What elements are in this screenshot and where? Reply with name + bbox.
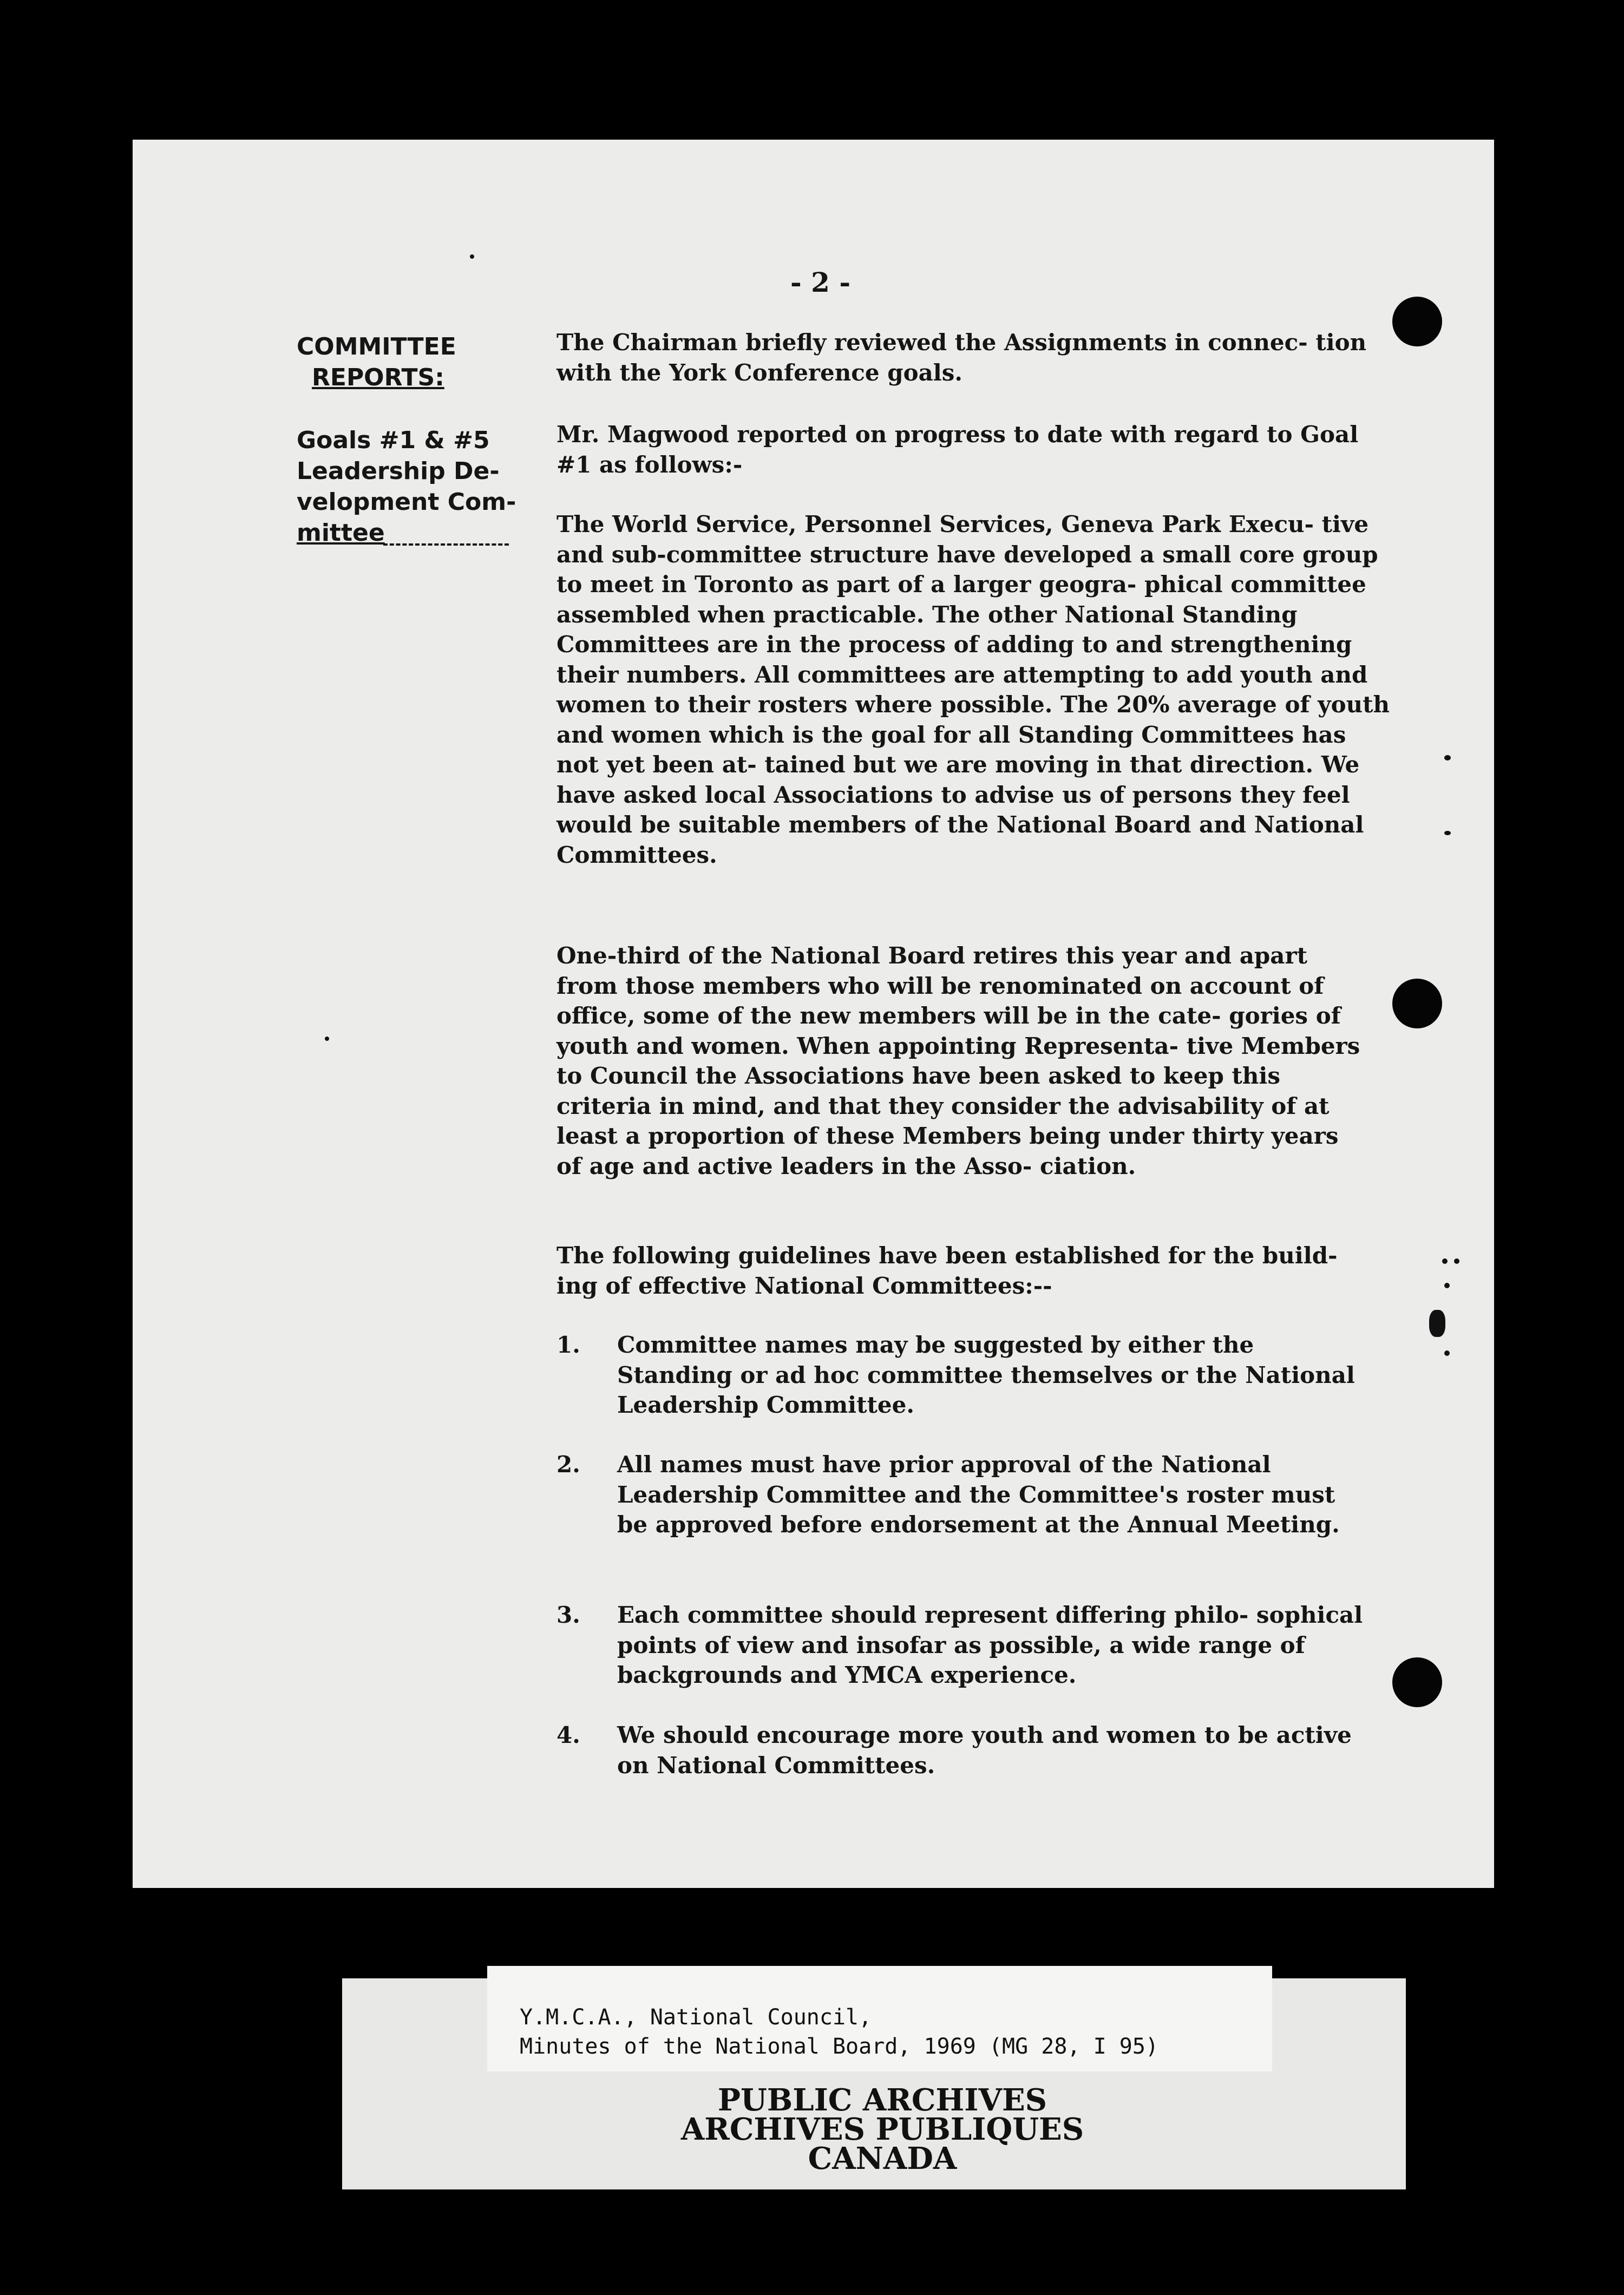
- binder-hole-middle: [1392, 979, 1442, 1028]
- archive-stamp-line: PUBLIC ARCHIVES: [717, 2082, 1047, 2118]
- speck: [470, 254, 474, 259]
- goals-side-line: velopment Com-: [297, 488, 516, 516]
- speck: [1454, 1258, 1459, 1264]
- binder-hole-top: [1392, 297, 1442, 346]
- reports-subheading: REPORTS:: [312, 364, 444, 391]
- guideline-text: Committee names may be suggested by either the Standing or ad hoc committee themselves or the National Leadership Committee.: [617, 1332, 1355, 1418]
- binder-hole-bottom: [1392, 1657, 1442, 1707]
- goals-side-line: Goals #1 & #5: [297, 427, 490, 454]
- speck: [325, 1037, 329, 1041]
- guideline-text: All names must have prior approval of the National Leadership Committee and the Committee's roster must be approved before endorsement at the Annual Meeting.: [617, 1451, 1340, 1538]
- underline-rule: [383, 543, 509, 546]
- archive-stamp-line: CANADA: [808, 2141, 957, 2176]
- archive-label-text: Y.M.C.A., National Council, Minutes of the National Board, 1969 (MG 28, I 95): [520, 2005, 1159, 2059]
- guideline-number: 1.: [556, 1332, 580, 1358]
- guideline-text: Each committee should represent differing philo- sophical points of view and insofar as possible, a wide range of backgrounds and YMCA experience.: [617, 1602, 1363, 1688]
- goals-side-heading: [297, 425, 524, 548]
- goals-paragraph-3: The following guidelines have been established for the build- ing of effective National Committees:--: [556, 1242, 1338, 1299]
- goals-side-line: Leadership De-: [297, 457, 500, 485]
- goals-side-line: mittee: [297, 517, 513, 548]
- guideline-number: 2.: [556, 1451, 580, 1478]
- goals-intro-text: Mr. Magwood reported on progress to date with regard to Goal #1 as follows:-: [556, 421, 1359, 478]
- page-number: - 2 -: [790, 266, 851, 298]
- archive-stamp-line: ARCHIVES PUBLIQUES: [680, 2112, 1084, 2147]
- guideline-number: 4.: [556, 1722, 580, 1748]
- committee-reports-text: The Chairman briefly reviewed the Assignments in connec- tion with the York Conference goals.: [556, 329, 1367, 386]
- speck: [1444, 1350, 1450, 1356]
- speck: [1444, 1283, 1450, 1288]
- speck: [1429, 1310, 1445, 1337]
- committee-heading: COMMITTEE: [297, 333, 456, 360]
- guideline-text: We should encourage more youth and women to be active on National Committees.: [617, 1722, 1352, 1779]
- goals-paragraph-2: One-third of the National Board retires this year and apart from those members who will be renominated on account of office, some of the new members will be in the cate- gories of youth and women. When appointing Representa- tive Members to Council the Associations have been asked to keep this criteria in mind, and that they consider the advisability of at least a proportion of these Members being under thirty years of age and active leaders in the Asso- ciation.: [556, 942, 1360, 1179]
- committee-reports-heading: [297, 331, 524, 393]
- guideline-number: 3.: [556, 1602, 580, 1628]
- goals-paragraph-1: The World Service, Personnel Services, Geneva Park Execu- tive and sub-committee structure have developed a small core group to meet in Toronto as part of a larger geogra- phical committee assembled when practicable. The other National Standing Committees are in the process of adding to and strengthening their numbers. All committees are attempting to add youth and women to their rosters where possible. The 20% average of youth and women which is the goal for all Standing Committees has not yet been at- tained but we are moving in that direction. We have asked local Associations to advise us of persons they feel would be suitable members of the National Board and National Committees.: [556, 511, 1390, 868]
- speck: [1444, 755, 1451, 760]
- speck: [1444, 831, 1451, 835]
- speck: [1442, 1258, 1448, 1264]
